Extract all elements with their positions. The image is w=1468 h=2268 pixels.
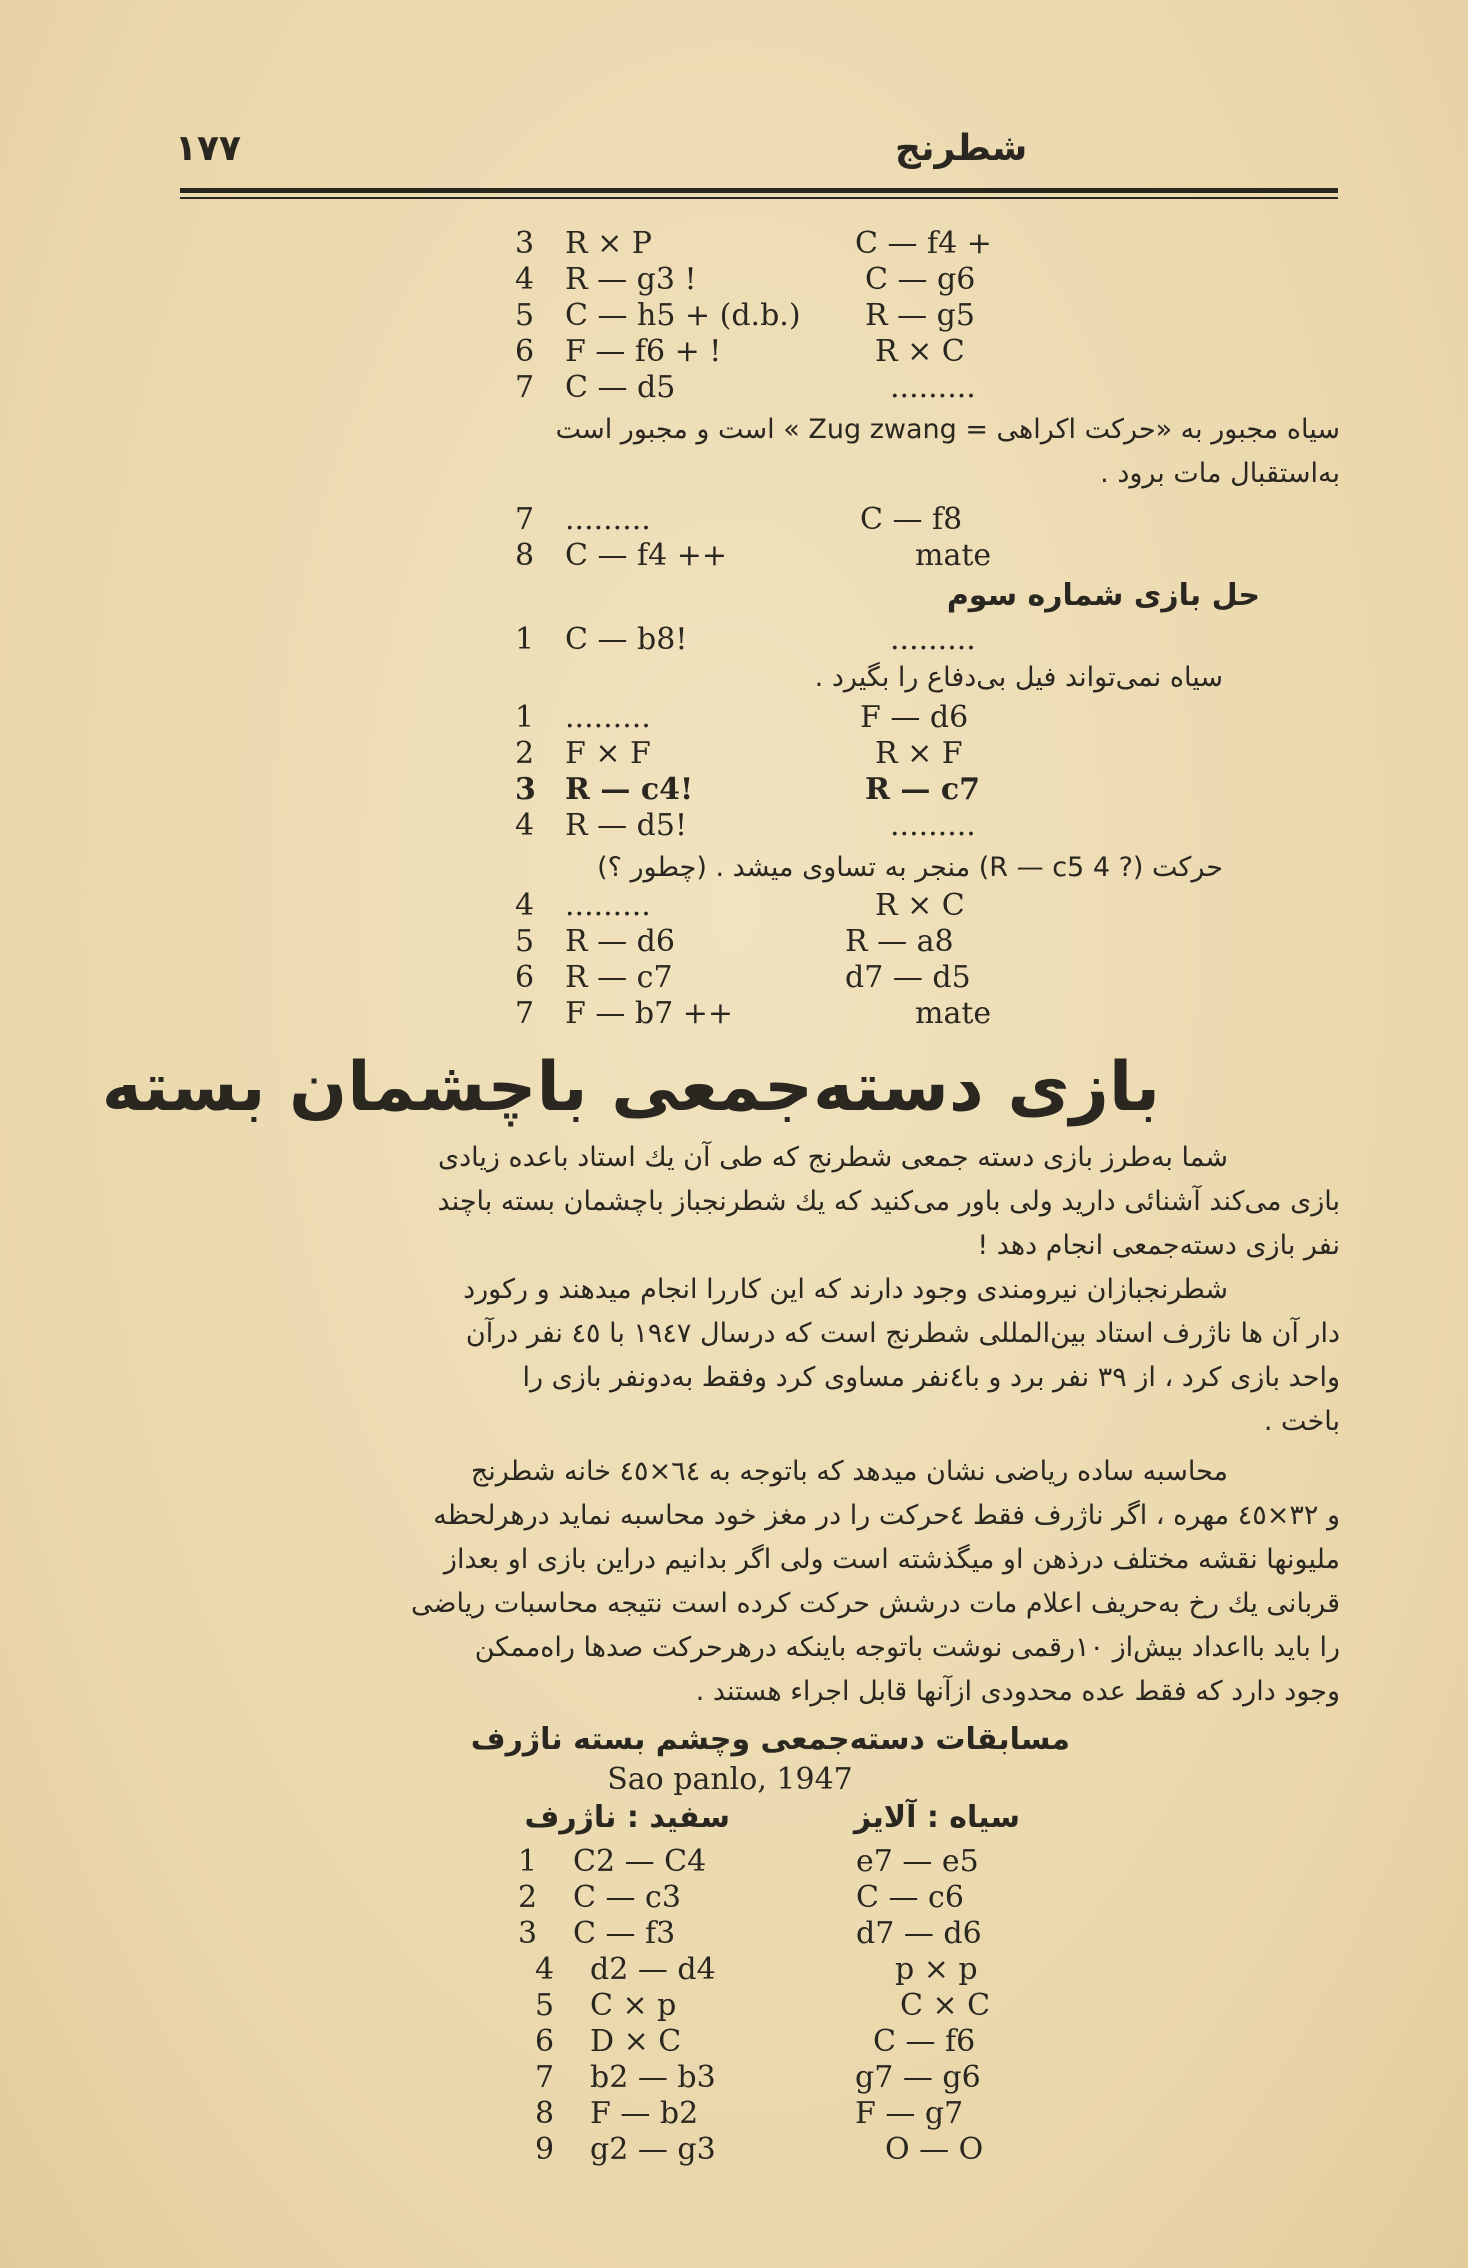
- para2-line: شطرنجبازان نیرومندی وجود دارند که این کاررا انجام میدهند و رکورد: [463, 1274, 1228, 1305]
- para2-line: دار آن ها ناژرف استاد بین‌المللی شطرنج است که درسال ۱۹٤۷ با ٤٥ نفر درآن: [465, 1318, 1340, 1349]
- para1-line: نفر بازی دسته‌جمعی انجام دهد !: [977, 1230, 1340, 1261]
- white-player-label: سفید : ناژرف: [524, 1800, 730, 1835]
- header-rule-thick: [180, 188, 1338, 193]
- article-title: بازی دسته‌جمعی باچشمان بسته: [101, 1048, 1160, 1127]
- game-heading: مسابقات دسته‌جمعی وچشم بسته ناژرف: [470, 1722, 1070, 1757]
- black-player-label: سیاه : آلایز: [853, 1800, 1020, 1835]
- zugzwang-note-line: سیاه مجبور به «حرکت اکراهی = Zug zwang » است و مجبور است: [555, 414, 1340, 445]
- para3-line: و ۳۲×٤٥ مهره ، اگر ناژرف فقط ٤حرکت را در مغز خود محاسبه نماید درهرلحظه: [433, 1500, 1340, 1531]
- page-number: ۱۷۷: [175, 128, 241, 169]
- para2-line: باخت .: [1263, 1406, 1340, 1437]
- para3-line: را باید بااعداد بیش‌از ۱۰رقمی نوشت باتوجه باینکه درهرحرکت صدها راه‌ممکن: [474, 1632, 1340, 1663]
- para1-line: بازی می‌کند آشنائی دارید ولی باور می‌کنید که یك شطرنجباز باچشمان بسته باچند: [437, 1186, 1340, 1217]
- book-page: ۱۷۷ شطرنج 3 R × P C — f4 + 4 R — g3 ! C — g6 5 C — h5 + (d.b.) R — g5 6 F — f6 + ! R × C 7 C — d5 ......... سیاه مجبور به «حرکت اکراهی = Zug zwang » است و مجبور است به‌استقبال مات برود . 7 ......... C — f8 8 C — f4 ++ mate حل بازی شماره سوم 1 C — b8! ......... سیاه نمی‌تواند فیل بی‌دفاع را بگیرد . 1 ......... F — d6 2 F × F R × F 3 R — c4! R — c7 4 R — d5! ......... حرکت (? 4 R — c5) منجر به تساوی میشد . (چطور ؟) 4 ......... R × C 5 R — d6 R — a8 6 R — c7 d7 — d5 7 F — b7 ++ mate بازی دسته‌جمعی باچشمان بسته شما به‌طرز بازی دسته جمعی شطرنج که طی آن یك استاد باعده زیادی بازی می‌کند آشنائی دارید ولی باور می‌کنید که یك شطرنجباز باچشمان بسته باچند نفر بازی دسته‌جمعی انجام دهد ! شطرنجبازان نیرومندی وجود دارند که این کاررا انجام میدهند و رکورد دار آن ها ناژرف استاد بین‌المللی شطرنج است که درسال ۱۹٤۷ با ٤٥ نفر درآن واحد بازی کرد ، از ۳۹ نفر برد و با٤نفر مساوی کرد وفقط به‌دونفر بازی را باخت . محاسبه ساده ریاضی نشان میدهد که باتوجه به ٦٤×٤٥ خانه شطرنج و ۳۲×٤٥ مهره ، اگر ناژرف فقط ٤حرکت را در مغز خود محاسبه نماید درهرلحظه ملیونها نقشه مختلف درذهن او میگذشته است ولی اگر بدانیم دراین بازی او بعداز قربانی یك رخ به‌حریف اعلام مات درشش حرکت کرده است نتیجه محاسبات ریاضی را باید بااعداد بیش‌از ۱۰رقمی نوشت باتوجه باینکه درهرحرکت صدها راه‌ممکن وجود دارد که فقط عده محدودی ازآنها قابل اجراء هستند . مسابقات دسته‌جمعی وچشم بسته ناژرف Sao panlo, 1947 سفید : ناژرف سیاه : آلایز 1 C2 — C4 e7 — e5 2 C — c3 C — c6 3 C — f3 d7 — d6 4 d2 — d4 p × p 5 C × p C × C 6 D × C C — f6 7 b2 — b3 g7 — g6 8 F — b2 F — g7 9 g2 — g3 O — O: [0, 0, 1468, 2268]
- para3-line: ملیونها نقشه مختلف درذهن او میگذشته است ولی اگر بدانیم دراین بازی او بعداز: [443, 1544, 1340, 1575]
- para3-line: وجود دارد که فقط عده محدودی ازآنها قابل اجراء هستند .: [695, 1676, 1340, 1707]
- game-place-date: Sao panlo, 1947: [607, 1762, 853, 1797]
- para3-line: قربانی یك رخ به‌حریف اعلام مات درشش حرکت کرده است نتیجه محاسبات ریاضی: [411, 1588, 1340, 1619]
- para3-line: محاسبه ساده ریاضی نشان میدهد که باتوجه به ٦٤×٤٥ خانه شطرنج: [470, 1456, 1228, 1487]
- para2-line: واحد بازی کرد ، از ۳۹ نفر برد و با٤نفر مساوی کرد وفقط به‌دونفر بازی را: [522, 1362, 1340, 1393]
- solution-note: سیاه نمی‌تواند فیل بی‌دفاع را بگیرد .: [814, 662, 1223, 693]
- header-rule-thin: [180, 197, 1338, 199]
- para1-line: شما به‌طرز بازی دسته جمعی شطرنج که طی آن یك استاد باعده زیادی: [437, 1142, 1228, 1173]
- solution-note: حرکت (? 4 R — c5) منجر به تساوی میشد . (چطور ؟): [597, 852, 1223, 883]
- section-heading: حل بازی شماره سوم: [946, 578, 1260, 613]
- running-title: شطرنج: [895, 128, 1028, 169]
- page-header: [175, 128, 1340, 188]
- zugzwang-note-line: به‌استقبال مات برود .: [1100, 458, 1340, 489]
